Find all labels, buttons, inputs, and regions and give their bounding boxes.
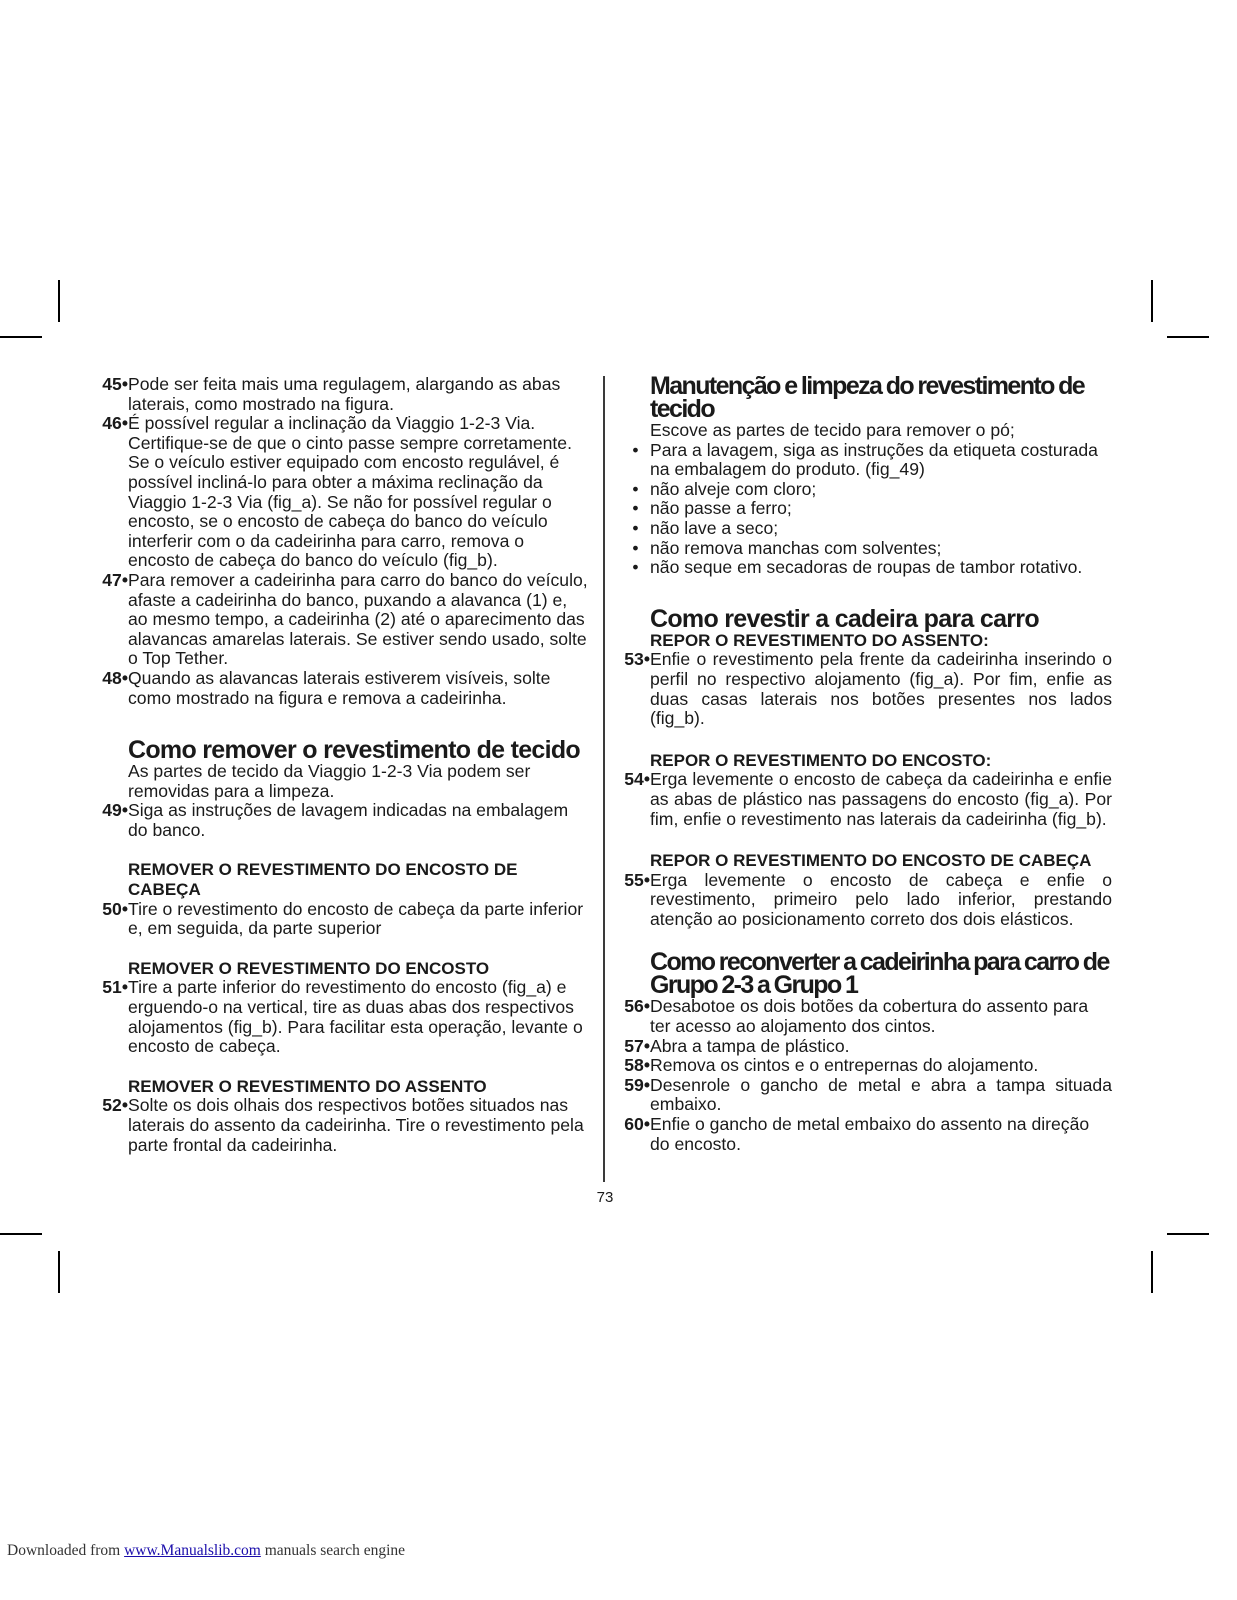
footer-prefix: Downloaded from <box>7 1542 125 1559</box>
section-heading: Como reconverter a cadeirinha para carro de Grupo 2-3 a Grupo 1 <box>650 948 1109 1000</box>
item-text: não seque em secadoras de roupas de tambor rotativo. <box>650 557 1083 578</box>
crop-mark <box>1151 1251 1153 1293</box>
subheading: REPOR O REVESTIMENTO DO ASSENTO: <box>650 630 989 650</box>
item-number: 49• <box>102 800 128 821</box>
subheading: REMOVER O REVESTIMENTO DO ASSENTO <box>128 1076 487 1096</box>
list-item <box>617 499 1112 519</box>
list-item <box>617 480 1112 500</box>
item-number: 51• <box>102 977 128 998</box>
bullet-icon: • <box>632 517 639 538</box>
item-number: 57• <box>624 1035 650 1056</box>
list-item <box>95 900 590 939</box>
item-text: Abra a tampa de plástico. <box>650 1035 850 1056</box>
list-item <box>617 1056 1112 1076</box>
item-number: 50• <box>102 898 128 919</box>
item-text: Siga as instruções de lavagem indicadas na embalagem do banco. <box>128 800 569 840</box>
bullet-icon: • <box>632 439 639 460</box>
right-column <box>617 372 1112 1154</box>
section-intro: As partes de tecido da Viaggio 1-2-3 Via podem ser removidas para a limpeza. <box>128 761 531 801</box>
column-divider <box>603 376 605 1182</box>
crop-mark <box>0 1233 42 1235</box>
item-number: 53• <box>624 649 650 670</box>
download-footer <box>7 1542 405 1560</box>
crop-mark <box>1167 1233 1209 1235</box>
item-text: Erga levemente o encosto de cabeça e enfie o revestimento, primeiro pelo lado inferior, prestando atenção ao posicionamento correto dos dois elásticos. <box>650 869 1112 929</box>
subheading: REMOVER O REVESTIMENTO DO ENCOSTO <box>128 958 490 978</box>
list-item <box>617 871 1112 930</box>
item-text: Desabotoe os dois botões da cobertura do assento para ter acesso ao alojamento dos cintos. <box>650 996 1089 1037</box>
item-text: não passe a ferro; <box>650 498 792 519</box>
item-text: Enfie o revestimento pela frente da cadeirinha inserindo o perfil no respectivo alojamento (fig_a). Por fim, enfie as duas casas laterais nos botões presentes nos lados (fig_b). <box>650 649 1112 729</box>
list-item <box>617 1115 1112 1154</box>
list-item <box>617 558 1112 578</box>
list-item <box>95 571 590 669</box>
item-text: É possível regular a inclinação da Viaggio 1-2-3 Via. Certifique-se de que o cinto passe sempre corretamente. Se o veículo estiver equipado com encosto regulável, é possível incliná-lo para obter a máxima reclinação da Viaggio 1-2-3 Via (fig_a). Se não for possível regular o encosto, se o encosto de cabeça do banco do veículo interferir com o da cadeirinha para carro, remova o encosto de cabeça do banco do veículo (fig_b). <box>128 413 572 571</box>
item-number: 55• <box>624 869 650 890</box>
section-heading: Como remover o revestimento de tecido <box>128 736 581 765</box>
item-text: Erga levemente o encosto de cabeça da cadeirinha e enfie as abas de plástico nas passagens do encosto (fig_a). Por fim, enfie o revestimento nas laterais da cadeirinha (fig_b). <box>650 769 1112 829</box>
crop-mark <box>0 336 42 338</box>
section-intro: Escove as partes de tecido para remover o pó; <box>650 420 1015 440</box>
list-item <box>95 669 590 708</box>
subheading: REPOR O REVESTIMENTO DO ENCOSTO DE CABEÇA <box>650 851 1092 871</box>
item-text: Pode ser feita mais uma regulagem, alargando as abas laterais, como mostrado na figura. <box>128 374 561 414</box>
crop-mark <box>58 280 60 322</box>
item-text: Para remover a cadeirinha para carro do banco do veículo, afaste a cadeirinha do banco, puxando a alavanca (1) e, ao mesmo tempo, a cadeirinha (2) até o aparecimento das alavancas amarelas laterais. Se estiver sendo usado, solte o Top Tether. <box>128 569 588 669</box>
list-item <box>617 441 1112 480</box>
subheading: REMOVER O REVESTIMENTO DO ENCOSTO DE CABEÇA <box>128 860 518 900</box>
page-number: 73 <box>596 1189 614 1206</box>
item-text: não lave a seco; <box>650 517 779 538</box>
item-number: 54• <box>624 769 650 790</box>
list-item <box>95 414 590 571</box>
section-heading: Como revestir a cadeira para carro <box>650 604 1039 633</box>
list-item <box>617 997 1112 1036</box>
footer-suffix: manuals search engine <box>260 1542 406 1559</box>
item-number: 48• <box>102 667 128 688</box>
list-item <box>617 539 1112 559</box>
list-item <box>617 650 1112 728</box>
item-text: Desenrole o gancho de metal e abra a tampa situada embaixo. <box>650 1074 1112 1115</box>
item-text: não alveje com cloro; <box>650 478 817 499</box>
item-text: Remova os cintos e o entrepernas do alojamento. <box>650 1055 1039 1076</box>
item-text: Tire o revestimento do encosto de cabeça da parte inferior e, em seguida, da parte superior <box>128 898 584 939</box>
manualslib-link[interactable]: www.Manualslib.com <box>124 1542 261 1559</box>
item-number: 58• <box>624 1055 650 1076</box>
item-number: 60• <box>624 1114 650 1135</box>
bullet-icon: • <box>632 498 639 519</box>
crop-mark <box>1151 280 1153 322</box>
list-item <box>95 801 590 840</box>
item-number: 46• <box>102 413 128 434</box>
list-item <box>617 770 1112 829</box>
item-text: Enfie o gancho de metal embaixo do assento na direção do encosto. <box>650 1114 1090 1154</box>
item-text: não remova manchas com solventes; <box>650 537 942 558</box>
item-number: 45• <box>102 374 128 394</box>
item-text: Quando as alavancas laterais estiverem visíveis, solte como mostrado na figura e remova a cadeirinha. <box>128 667 551 708</box>
item-text: Solte os dois olhais dos respectivos botões situados nas laterais do assento da cadeirinha. Tire o revestimento pela parte frontal da cadeirinha. <box>128 1095 584 1155</box>
list-item <box>95 978 590 1056</box>
list-item <box>617 1037 1112 1057</box>
subheading: REPOR O REVESTIMENTO DO ENCOSTO: <box>650 750 992 770</box>
list-item <box>617 519 1112 539</box>
item-text: Tire a parte inferior do revestimento do encosto (fig_a) e erguendo-o na vertical, tire as duas abas dos respectivos alojamentos (fig_b). Para facilitar esta operação, levante o encosto de cabeça. <box>128 977 583 1057</box>
item-number: 47• <box>102 569 128 590</box>
list-item <box>95 1096 590 1155</box>
item-number: 52• <box>102 1095 128 1116</box>
bullet-icon: • <box>632 537 639 558</box>
item-number: 59• <box>624 1074 650 1095</box>
crop-mark <box>58 1251 60 1293</box>
item-number: 56• <box>624 996 650 1017</box>
crop-mark <box>1167 336 1209 338</box>
item-text: Para a lavagem, siga as instruções da etiqueta costurada na embalagem do produto. (fig_49) <box>650 439 1098 480</box>
section-heading: Manutenção e limpeza do revestimento de tecido <box>650 372 1085 423</box>
list-item <box>617 1076 1112 1115</box>
bullet-icon: • <box>632 478 639 499</box>
list-item <box>95 375 590 414</box>
bullet-icon: • <box>632 557 639 578</box>
left-column <box>95 375 590 1155</box>
